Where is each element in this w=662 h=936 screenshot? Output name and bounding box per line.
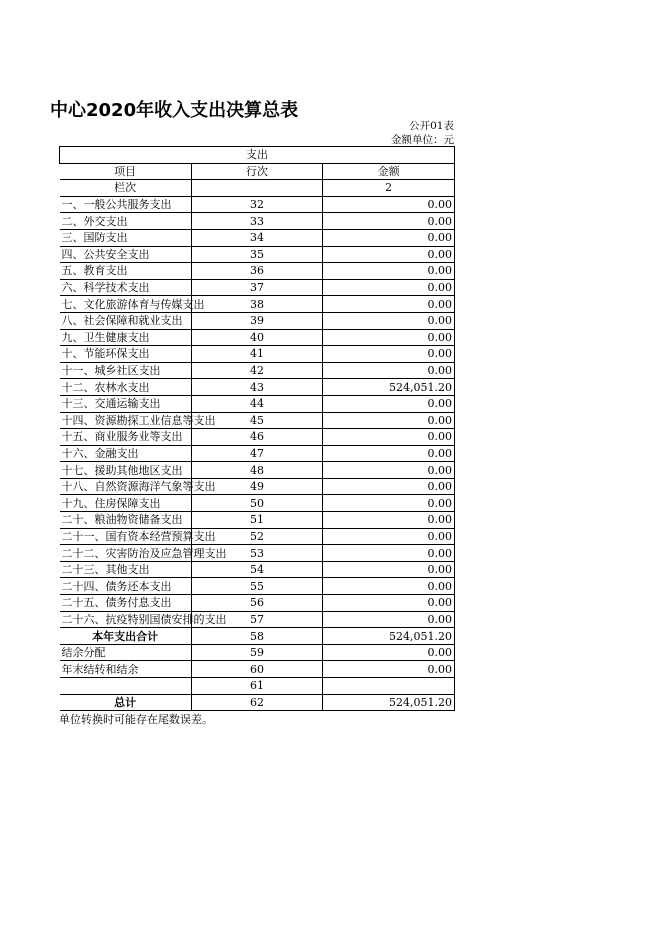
table-row xyxy=(60,379,455,396)
table-row xyxy=(60,296,455,313)
table-row xyxy=(60,595,455,612)
row-amount: 0.00 xyxy=(323,445,455,462)
table-row xyxy=(60,512,455,529)
row-item xyxy=(60,678,192,695)
row-line: 45 xyxy=(191,412,323,429)
column-index-row xyxy=(60,180,455,197)
table-row xyxy=(60,196,455,213)
col-index-amount: 2 xyxy=(323,180,455,197)
table-row xyxy=(60,561,455,578)
row-amount: 0.00 xyxy=(323,611,455,628)
table-row-subtotal xyxy=(60,628,455,645)
row-item: 四、公共安全支出 xyxy=(60,246,192,263)
table-row xyxy=(60,329,455,346)
row-item: 结余分配 xyxy=(60,644,192,661)
table-row-total xyxy=(60,694,455,711)
row-line: 33 xyxy=(191,213,323,230)
row-line: 46 xyxy=(191,429,323,446)
row-line: 41 xyxy=(191,346,323,363)
table-row xyxy=(60,246,455,263)
table-row-extra xyxy=(60,678,455,695)
row-amount: 0.00 xyxy=(323,512,455,529)
row-item: 五、教育支出 xyxy=(60,263,192,280)
row-item: 二十六、抗疫特别国债安排的支出 xyxy=(61,612,227,626)
row-amount: 0.00 xyxy=(323,395,455,412)
row-line: 53 xyxy=(191,545,323,562)
row-amount: 0.00 xyxy=(323,429,455,446)
table-row xyxy=(60,462,455,479)
row-amount: 0.00 xyxy=(323,495,455,512)
row-amount: 0.00 xyxy=(323,296,455,313)
section-header-row xyxy=(60,147,455,164)
table-row xyxy=(60,229,455,246)
row-line: 62 xyxy=(191,694,323,711)
row-item: 八、社会保障和就业支出 xyxy=(60,312,192,329)
row-line: 51 xyxy=(191,512,323,529)
table-row xyxy=(60,362,455,379)
col-index-label: 栏次 xyxy=(60,180,192,197)
row-line: 58 xyxy=(191,628,323,645)
table-row xyxy=(60,429,455,446)
row-line: 34 xyxy=(191,229,323,246)
row-line: 55 xyxy=(191,578,323,595)
row-item: 九、卫生健康支出 xyxy=(60,329,192,346)
row-line: 52 xyxy=(191,528,323,545)
row-line: 47 xyxy=(191,445,323,462)
row-amount: 0.00 xyxy=(323,644,455,661)
row-amount: 0.00 xyxy=(323,578,455,595)
expenditure-table xyxy=(59,146,455,711)
row-line: 32 xyxy=(191,196,323,213)
row-amount: 524,051.20 xyxy=(323,628,455,645)
row-item: 二十四、债务还本支出 xyxy=(60,578,192,595)
row-item: 十八、自然资源海洋气象等支出 xyxy=(61,480,216,494)
row-amount: 0.00 xyxy=(323,213,455,230)
column-header-row xyxy=(60,163,455,180)
table-row xyxy=(60,528,455,545)
table-row xyxy=(60,495,455,512)
row-item: 十、节能环保支出 xyxy=(60,346,192,363)
title-clipped-char: 中 xyxy=(50,100,68,121)
row-line: 36 xyxy=(191,263,323,280)
form-number: 公开01表 xyxy=(409,120,454,132)
row-item: 二十五、债务付息支出 xyxy=(60,595,192,612)
row-item: 二十三、其他支出 xyxy=(60,561,192,578)
table-row xyxy=(60,213,455,230)
table-row xyxy=(60,412,455,429)
row-amount: 0.00 xyxy=(323,312,455,329)
table-row xyxy=(60,478,455,495)
row-item: 十一、城乡社区支出 xyxy=(60,362,192,379)
row-item: 一、一般公共服务支出 xyxy=(60,196,192,213)
row-amount: 524,051.20 xyxy=(323,694,455,711)
row-item: 十四、资源勘探工业信息等支出 xyxy=(61,413,216,427)
row-amount: 0.00 xyxy=(323,362,455,379)
row-amount: 0.00 xyxy=(323,528,455,545)
row-item: 六、科学技术支出 xyxy=(60,279,192,296)
row-item: 七、文化旅游体育与传媒支出 xyxy=(61,297,205,311)
row-line: 44 xyxy=(191,395,323,412)
row-item: 十三、交通运输支出 xyxy=(60,395,192,412)
table-row xyxy=(60,611,455,628)
row-item: 年末结转和结余 xyxy=(60,661,192,678)
row-amount xyxy=(323,678,455,695)
row-line: 50 xyxy=(191,495,323,512)
row-amount: 0.00 xyxy=(323,263,455,280)
row-item: 二、外交支出 xyxy=(60,213,192,230)
row-line: 40 xyxy=(191,329,323,346)
col-index-line xyxy=(191,180,323,197)
col-header-line: 行次 xyxy=(191,163,323,180)
row-item: 三、国防支出 xyxy=(60,229,192,246)
row-line: 48 xyxy=(191,462,323,479)
row-amount: 0.00 xyxy=(323,478,455,495)
row-line: 56 xyxy=(191,595,323,612)
row-amount: 0.00 xyxy=(323,346,455,363)
report-title xyxy=(50,96,299,122)
table-row xyxy=(60,312,455,329)
row-item: 十七、援助其他地区支出 xyxy=(60,462,192,479)
row-line: 60 xyxy=(191,661,323,678)
row-line: 38 xyxy=(191,296,323,313)
table-row-extra xyxy=(60,661,455,678)
row-line: 37 xyxy=(191,279,323,296)
row-amount: 0.00 xyxy=(323,561,455,578)
row-line: 61 xyxy=(191,678,323,695)
table-row xyxy=(60,346,455,363)
table-row xyxy=(60,395,455,412)
row-amount: 524,051.20 xyxy=(323,379,455,396)
row-line: 42 xyxy=(191,362,323,379)
footnote: 单位转换时可能存在尾数误差。 xyxy=(59,713,213,726)
title-text: 心2020年收入支出决算总表 xyxy=(68,100,299,121)
row-amount: 0.00 xyxy=(323,279,455,296)
row-amount: 0.00 xyxy=(323,246,455,263)
row-item: 二十二、灾害防治及应急管理支出 xyxy=(61,546,227,560)
row-amount: 0.00 xyxy=(323,412,455,429)
row-amount: 0.00 xyxy=(323,545,455,562)
row-line: 49 xyxy=(191,478,323,495)
row-item: 二十一、国有资本经营预算支出 xyxy=(61,529,216,543)
section-header-cell: 支出 xyxy=(60,147,455,164)
row-item: 十六、金融支出 xyxy=(60,445,192,462)
row-amount: 0.00 xyxy=(323,462,455,479)
row-amount: 0.00 xyxy=(323,595,455,612)
row-amount: 0.00 xyxy=(323,196,455,213)
table-row xyxy=(60,545,455,562)
row-item: 十五、商业服务业等支出 xyxy=(60,429,192,446)
row-line: 43 xyxy=(191,379,323,396)
row-amount: 0.00 xyxy=(323,329,455,346)
table-row xyxy=(60,445,455,462)
row-line: 35 xyxy=(191,246,323,263)
row-amount: 0.00 xyxy=(323,661,455,678)
table-row xyxy=(60,263,455,280)
row-item: 总计 xyxy=(60,694,192,711)
col-header-item: 项目 xyxy=(60,163,192,180)
row-item: 十二、农林水支出 xyxy=(60,379,192,396)
col-header-amount: 金额 xyxy=(323,163,455,180)
row-line: 57 xyxy=(191,611,323,628)
row-item: 十九、住房保障支出 xyxy=(60,495,192,512)
row-line: 59 xyxy=(191,644,323,661)
table-row-extra xyxy=(60,644,455,661)
row-item: 本年支出合计 xyxy=(60,628,192,645)
table-row xyxy=(60,279,455,296)
amount-unit: 金额单位：元 xyxy=(391,134,454,146)
table-row xyxy=(60,578,455,595)
row-line: 39 xyxy=(191,312,323,329)
row-line: 54 xyxy=(191,561,323,578)
row-item: 二十、粮油物资储备支出 xyxy=(60,512,192,529)
row-amount: 0.00 xyxy=(323,229,455,246)
